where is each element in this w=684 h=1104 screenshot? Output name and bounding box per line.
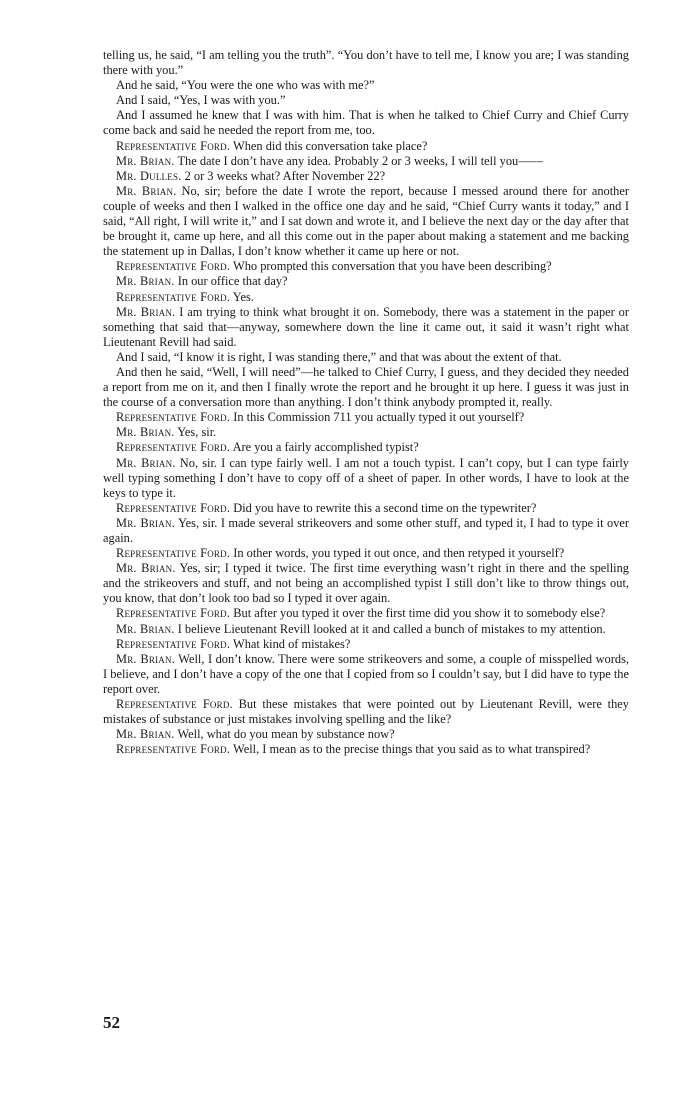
paragraph-text: And he said, “You were the one who was with me?”: [116, 78, 375, 93]
transcript-paragraph: [103, 154, 629, 169]
speaker-name: Mr. Brian.: [116, 651, 175, 666]
speaker-name: Mr. Brian.: [116, 153, 175, 168]
paragraph-text: And then he said, “Well, I will need”—he talked to Chief Curry, I guess, and they decided they needed a report from me on it, and then I finally wrote the report and he brought it up here. I guess it was just in the course of a conversation more than anything. I don’t think anybody prompted it, really.: [103, 364, 629, 410]
paragraph-text: Who prompted this conversation that you have been describing?: [233, 259, 552, 274]
transcript-paragraph: [103, 637, 629, 652]
transcript-paragraph: [103, 456, 629, 501]
speaker-name: Representative Ford.: [116, 289, 231, 304]
transcript-paragraph: [103, 697, 629, 727]
speaker-name: Mr. Brian.: [116, 274, 175, 289]
speaker-name: Mr. Brian.: [116, 425, 175, 440]
paragraph-text: Are you a fairly accomplished typist?: [232, 440, 419, 455]
transcript-page: [103, 48, 629, 757]
speaker-name: Mr. Brian.: [116, 727, 175, 742]
transcript-paragraph: [103, 78, 629, 93]
transcript-paragraph: [103, 305, 629, 350]
paragraph-text: Yes.: [232, 289, 254, 304]
speaker-name: Mr. Brian.: [116, 183, 177, 198]
paragraph-text: But after you typed it over the first time did you show it to somebody else?: [233, 606, 606, 621]
speaker-name: Representative Ford.: [116, 546, 231, 561]
paragraph-text: I believe Lieutenant Revill looked at it and called a bunch of mistakes to my attention.: [177, 621, 606, 636]
paragraph-text: And I said, “I know it is right, I was standing there,” and that was about the extent of that.: [116, 349, 562, 364]
transcript-paragraph: [103, 425, 629, 440]
transcript-paragraph: [103, 139, 629, 154]
paragraph-text: telling us, he said, “I am telling you the truth”. “You don’t have to tell me, I know you are; I was standing there with you.”: [103, 48, 629, 78]
transcript-paragraph: [103, 516, 629, 546]
transcript-paragraph: [103, 350, 629, 365]
paragraph-text: I am trying to think what brought it on. Somebody, there was a statement in the paper or something that said that—anyway, somewhere down the line it came out, it said it wasn’t right what Lieutenant Revill had said.: [103, 304, 629, 349]
paragraph-text: What kind of mistakes?: [233, 636, 351, 651]
paragraph-text: In our office that day?: [177, 274, 288, 289]
paragraph-text: When did this conversation take place?: [233, 138, 428, 153]
transcript-paragraph: [103, 440, 629, 455]
transcript-paragraph: [103, 727, 629, 742]
paragraph-text: No, sir; before the date I wrote the report, because I messed around there for another couple of weeks and then I walked in the office one day and he said, “Chief Curry wants it today,” and I said, “All right, I will write it,” and I sat down and wrote it, and I believe the next day or the day after that be brought it, came up here, and all this come out in the paper about making a statement and me backing the statement up in Dallas, I don’t know whether it came up here or not.: [103, 183, 630, 259]
paragraph-text: And I assumed he knew that I was with him. That is when he talked to Chief Curry and Chief Curry come back and said he needed the report from me, too.: [103, 108, 629, 138]
speaker-name: Representative Ford.: [116, 138, 231, 153]
transcript-paragraph: [103, 622, 629, 637]
speaker-name: Representative Ford.: [116, 410, 231, 425]
paragraph-text: In this Commission 711 you actually typed it out yourself?: [233, 410, 525, 425]
speaker-name: Mr. Brian.: [116, 304, 176, 319]
speaker-name: Mr. Brian.: [116, 455, 176, 470]
speaker-name: Representative Ford.: [116, 259, 231, 274]
transcript-paragraph: [103, 274, 629, 289]
speaker-name: Representative Ford.: [116, 742, 231, 757]
transcript-paragraph: [103, 169, 629, 184]
paragraph-text: No, sir. I can type fairly well. I am not a touch typist. I can’t copy, but I can type fairly well typing something I don’t have to copy off of a sheet of paper. In other words, I have to look at the keys to type it.: [103, 455, 629, 500]
paragraph-text: The date I don’t have any idea. Probably 2 or 3 weeks, I will tell you——: [177, 153, 544, 168]
transcript-paragraph: [103, 410, 629, 425]
transcript-paragraph: [103, 606, 629, 621]
transcript-paragraph: [103, 108, 629, 138]
transcript-paragraph: [103, 546, 629, 561]
transcript-paragraph: [103, 501, 629, 516]
speaker-name: Mr. Brian.: [116, 561, 176, 576]
paragraph-text: Yes, sir. I made several strikeovers and some other stuff, and typed it, I had to type it over again.: [103, 515, 630, 545]
transcript-paragraph: [103, 742, 629, 757]
paragraph-text: Yes, sir; I typed it twice. The first time everything wasn’t right in there and the spelling and the strikeovers and stuff, and not being an accomplished typist I still don’t like to throw things out, you know, that don’t look too bad so I typed it over again.: [103, 561, 630, 606]
speaker-name: Representative Ford.: [116, 440, 231, 455]
speaker-name: Mr. Dulles.: [116, 168, 182, 183]
speaker-name: Representative Ford.: [116, 636, 231, 651]
paragraph-text: Well, what do you mean by substance now?: [177, 727, 395, 742]
speaker-name: Representative Ford.: [116, 697, 233, 712]
paragraph-text: Well, I don’t know. There were some strikeovers and some, a couple of misspelled words, I believe, and I don’t have a copy of the one that I copied from so I couldn’t say, but I did have to type the report over.: [103, 651, 629, 696]
paragraph-text: Did you have to rewrite this a second time on the typewriter?: [233, 500, 537, 515]
transcript-paragraph: [103, 184, 629, 259]
page-number: 52: [103, 1013, 120, 1032]
speaker-name: Mr. Brian.: [116, 621, 175, 636]
transcript-paragraph: [103, 259, 629, 274]
speaker-name: Mr. Brian.: [116, 515, 175, 530]
paragraph-text: In other words, you typed it out once, and then retyped it yourself?: [233, 546, 565, 561]
paragraph-text: Yes, sir.: [177, 425, 217, 440]
paragraph-text: Well, I mean as to the precise things that you said as to what transpired?: [233, 742, 591, 757]
transcript-paragraph: [103, 365, 629, 410]
transcript-paragraph: [103, 93, 629, 108]
speaker-name: Representative Ford.: [116, 606, 231, 621]
transcript-paragraph: [103, 48, 629, 78]
paragraph-text: 2 or 3 weeks what? After November 22?: [184, 168, 386, 183]
paragraph-text: And I said, “Yes, I was with you.”: [116, 93, 286, 108]
transcript-paragraph: [103, 561, 629, 606]
speaker-name: Representative Ford.: [116, 500, 231, 515]
transcript-paragraph: [103, 290, 629, 305]
transcript-paragraph: [103, 652, 629, 697]
paragraph-text: But these mistakes that were pointed out by Lieutenant Revill, were they mistakes of substance or just mistakes involving spelling and the like?: [103, 697, 629, 727]
